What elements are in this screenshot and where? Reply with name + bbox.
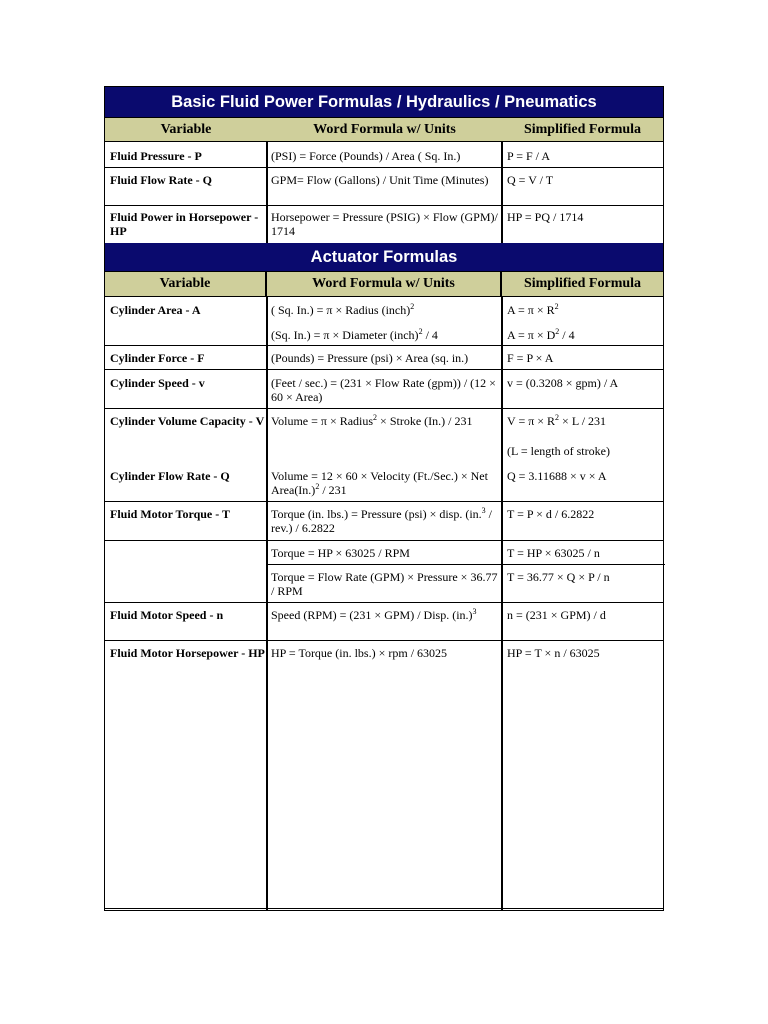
word-formula-cell: Volume = 12 × 60 × Velocity (Ft./Sec.) × Net $Area(In.)^2 / 231$ bbox=[271, 469, 488, 497]
table-header bbox=[105, 271, 663, 297]
word-formula-cell: Horsepower = Pressure (PSIG) × Flow (GPM)/ 1714 bbox=[271, 210, 498, 238]
variable-cell: Cylinder Force - F bbox=[110, 351, 205, 365]
variable-cell: Fluid Motor Horsepower - HP bbox=[110, 646, 265, 660]
formula-sheet bbox=[104, 86, 664, 911]
table-header bbox=[105, 117, 663, 142]
table-row bbox=[105, 168, 663, 206]
table-row bbox=[105, 641, 663, 910]
variable-cell: Fluid Power in Horsepower - HP bbox=[110, 210, 259, 238]
word-formula-cell: Volume = π × Radius$^2$ × Stroke (In.) / 231 bbox=[271, 413, 473, 428]
section-title-basic: Basic Fluid Power Formulas / Hydraulics / Pneumatics bbox=[105, 87, 663, 117]
table-row bbox=[105, 142, 663, 168]
simplified-formula-cell: HP = PQ / 1714 bbox=[507, 210, 584, 224]
simplified-formula-cell: F = P × A bbox=[507, 351, 554, 365]
header-word-formula: Word Formula w/ Units bbox=[267, 272, 502, 296]
table-row bbox=[105, 346, 663, 370]
word-formula-cell: Speed (RPM) = (231 × GPM) / Disp. $(in.)^3$ bbox=[271, 607, 477, 622]
table-row bbox=[105, 502, 663, 541]
word-formula-cell: Torque = Flow Rate (GPM) × Pressure × 36.77 / RPM bbox=[271, 570, 498, 598]
simplified-formula-cell: Q = 3.11688 × v × A bbox=[507, 469, 607, 483]
simplified-formula-cell: HP = T × n / 63025 bbox=[507, 646, 600, 660]
simplified-formula-cell: T = 36.77 × Q × P / n bbox=[507, 570, 610, 584]
variable-cell: Fluid Motor Torque - T bbox=[110, 507, 231, 521]
word-formula-cell: GPM= Flow (Gallons) / Unit Time (Minutes) bbox=[271, 173, 489, 187]
simplified-formula-cell: $V = \pi \times R^2 \times L / 231$ (L = length of stroke) bbox=[507, 414, 659, 458]
word-formula-cell: Torque = HP × 63025 / RPM bbox=[271, 546, 410, 560]
word-formula-cell: HP = Torque (in. lbs.) × rpm / 63025 bbox=[271, 646, 448, 660]
word-formula-cell: (Feet / sec.) = (231 × Flow Rate (gpm)) / (12 × 60 × Area) bbox=[271, 376, 496, 404]
table-row bbox=[267, 541, 665, 565]
stroke-note: (L = length of stroke) bbox=[507, 444, 610, 458]
table-row bbox=[105, 206, 663, 243]
header-word-formula: Word Formula w/ Units bbox=[313, 122, 456, 137]
word-formula-cell: Torque (in. lbs.) = Pressure (psi) × disp. (in.$^3$ / rev.) / 6.2822 bbox=[271, 506, 493, 535]
word-formula-cell: (Pounds) = Pressure (psi) × Area (sq. in.) bbox=[271, 351, 469, 365]
variable-cell: Cylinder Volume Capacity - V bbox=[110, 414, 265, 428]
simplified-formula-cell: T = HP × 63025 / n bbox=[507, 546, 600, 560]
header-simplified-formula: Simplified Formula bbox=[523, 122, 642, 137]
variable-cell: Cylinder Area - A bbox=[110, 303, 201, 317]
simplified-formula-cell: $A = \pi \times R^2$ $A = \pi \times D^2 / 4$ bbox=[507, 302, 575, 342]
simplified-formula-cell: v = (0.3208 × gpm) / A bbox=[507, 376, 619, 390]
variable-cell: Cylinder Flow Rate - Q bbox=[110, 469, 230, 483]
header-variable: Variable bbox=[105, 272, 267, 296]
variable-cell: Fluid Motor Speed - n bbox=[110, 608, 224, 622]
bottom-rule bbox=[104, 908, 664, 909]
table-row bbox=[105, 409, 663, 502]
table-row bbox=[105, 565, 663, 603]
simplified-formula-cell: P = F / A bbox=[507, 149, 551, 163]
variable-cell: Cylinder Speed - v bbox=[110, 376, 205, 390]
variable-cell: Fluid Flow Rate - Q bbox=[110, 173, 212, 187]
table-row bbox=[105, 297, 663, 346]
word-formula-cell: ( Sq. In.) = π × Radius (inch)$^2$ (Sq. In.) = π × Diameter (inch)$^2$ / 4 bbox=[271, 302, 438, 342]
header-variable: Variable bbox=[160, 122, 212, 137]
simplified-formula-cell: n = (231 × GPM) / d bbox=[507, 608, 606, 622]
word-formula-cell: (PSI) = Force (Pounds) / Area ( Sq. In.) bbox=[271, 149, 461, 163]
variable-cell: Fluid Pressure - P bbox=[110, 149, 202, 163]
simplified-formula-cell: T = P × d / 6.2822 bbox=[507, 507, 595, 521]
section-title-actuator: Actuator Formulas bbox=[105, 243, 663, 271]
header-simplified-formula: Simplified Formula bbox=[523, 276, 642, 291]
table-row bbox=[105, 370, 663, 409]
simplified-formula-cell: Q = V / T bbox=[507, 173, 554, 187]
table-row bbox=[105, 603, 663, 641]
